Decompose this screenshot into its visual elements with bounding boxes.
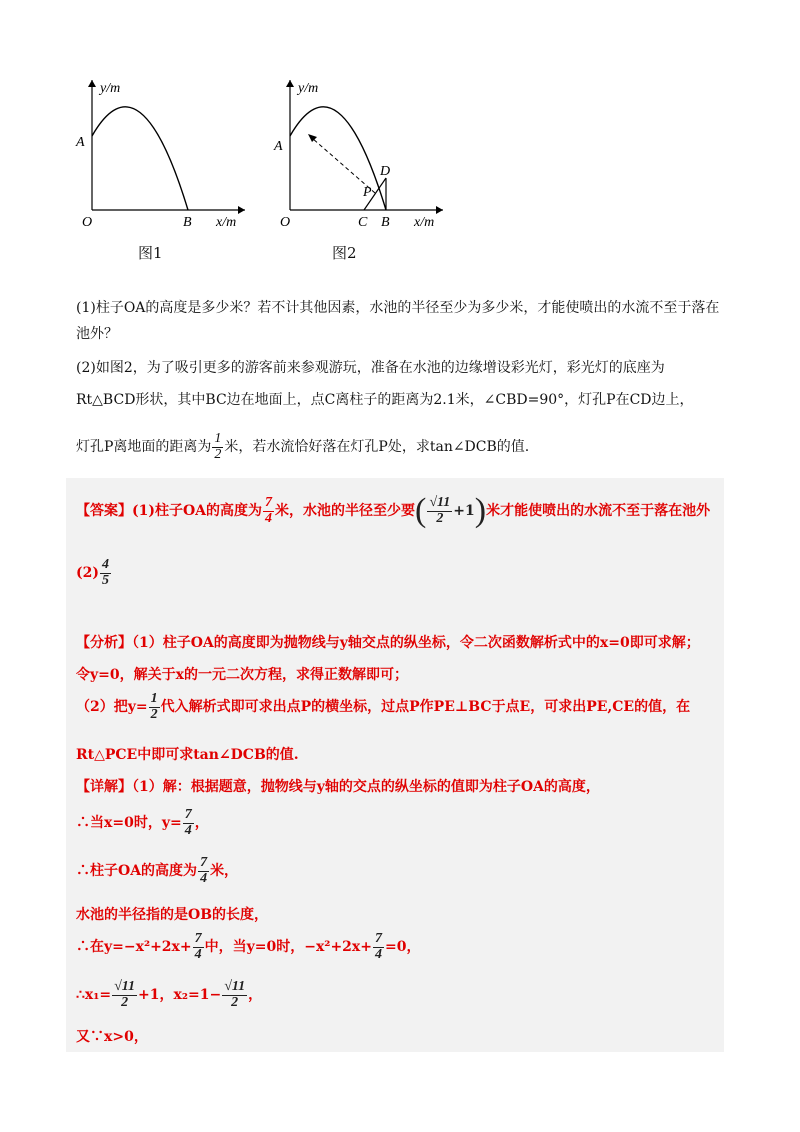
answer-1-middle: 米，水池的半径至少要 [275,503,416,519]
x-axis-label: x/m [216,215,237,230]
detail-line-2-end: ， [194,815,209,832]
fraction-denominator: 5 [102,572,109,588]
detail-line-7: 又∵x>0， [76,1029,148,1045]
detail-line-6-middle: +1，x₂=1− [138,987,222,1004]
fraction-numerator: √11 [114,979,136,994]
detail-line-5-fraction-2 [373,932,384,962]
question-1-line-2: 池外？ [76,326,118,342]
answer-1 [76,492,710,530]
point-a-label: A [274,139,283,154]
detail-line-5-start: ∴在y=−x²+2x+ [76,939,192,956]
detail-line-3-end: 米， [210,863,239,880]
detail-line-2-start: ∴当x=0时，y= [76,815,182,832]
analysis-line-2: 令y=0，解关于x的一元二次方程，求得正数解即可； [76,667,408,683]
left-paren: ( [415,492,427,529]
detail-line-3-fraction [198,856,209,886]
fraction-numerator: 1 [214,431,222,446]
fraction-one-half [212,432,223,462]
fraction-numerator: 1 [150,691,158,706]
fraction-denominator: 2 [231,994,239,1010]
question-2-line-3-end: 米，若水流恰好落在灯孔P处，求tan∠DCB的值. [224,439,530,456]
fraction-denominator: 4 [200,870,208,886]
detail-line-6-fraction-2 [222,980,247,1010]
point-p-label: P [363,185,372,200]
question-1-line-1: (1)柱子OA的高度是多少米？若不计其他因素，水池的半径至少为多少米，才能使喷出的水流不至于落在 [76,300,720,316]
answer-1-prefix: 【答案】(1)柱子OA的高度为 [76,503,263,519]
figure-2 [268,70,458,230]
question-2-line-1: (2)如图2，为了吸引更多的游客前来参观游玩，准备在水池的边缘增设彩光灯，彩光灯的底座为 [76,360,665,376]
detail-line-6 [76,980,262,1010]
detail-line-1: 【详解】（1）解：根据题意，抛物线与y轴的交点的纵坐标的值即为柱子OA的高度， [76,779,600,795]
answer-1-suffix: 米才能使喷出的水流不至于落在池外 [486,503,711,519]
analysis-line-4: Rt△PCE中即可求tan∠DCB的值. [76,747,299,763]
analysis-line-3-end: 代入解析式即可求出点P的横坐标，过点P作PE⊥BC于点E，可求出PE,CE的值，在 [160,699,691,716]
detail-line-6-end: ， [248,987,263,1004]
answer-1-fraction [263,496,274,526]
figure-2-graph [268,70,458,230]
figure-1 [70,70,260,230]
fraction-numerator: 7 [194,931,202,946]
detail-line-3 [76,856,238,886]
point-c-label: C [358,215,368,230]
analysis-line-1: 【分析】（1）柱子OA的高度即为抛物线与y轴交点的纵坐标，令二次函数解析式中的x=0即可求解； [76,635,700,651]
answer-1-radius-fraction [427,496,452,526]
fraction-denominator: 4 [375,946,382,962]
fraction-numerator: 7 [375,931,382,946]
analysis-line-3 [76,692,690,722]
right-paren: ) [474,492,487,529]
detail-line-5-end: =0， [385,939,421,956]
detail-line-2 [76,808,209,838]
fraction-numerator: √11 [224,979,246,994]
answer-panel [66,478,724,1052]
figure-2-caption: 图2 [332,244,357,262]
figure-1-graph [70,70,260,230]
fraction-denominator: 4 [184,822,192,838]
figure-1-caption: 图1 [138,244,163,262]
question-2-line-3 [76,432,529,462]
fraction-denominator: 2 [150,706,158,722]
analysis-fraction [149,692,160,722]
fraction-numerator: 7 [200,855,208,870]
answer-2-fraction [100,558,111,588]
answer-2 [76,558,112,588]
detail-line-5 [76,932,420,962]
point-b-label: B [183,215,192,230]
answer-2-prefix: (2) [76,565,99,582]
fraction-denominator: 2 [436,510,444,526]
question-2-line-2: Rt△BCD形状，其中BC边在地面上，点C离柱子的距离为2.1米，∠CBD=90°，灯孔P在CD边上， [76,392,694,408]
detail-line-4: 水池的半径指的是OB的长度， [76,907,269,923]
detail-line-3-start: ∴柱子OA的高度为 [76,863,198,880]
point-d-label: D [380,164,391,179]
point-b-label: B [381,215,390,230]
fraction-denominator: 2 [121,994,129,1010]
detail-line-5-fraction-1 [193,932,204,962]
fraction-denominator: 4 [265,510,273,526]
detail-line-5-middle: 中，当y=0时，−x²+2x+ [204,939,372,956]
detail-line-6-fraction-1 [112,980,137,1010]
answer-1-plus-one: +1 [453,503,475,519]
question-2-line-3-start: 灯孔P离地面的距离为 [76,439,212,456]
x-axis-label: x/m [414,215,435,230]
detail-line-6-start: ∴x₁= [76,987,112,1004]
detail-line-2-fraction [183,808,194,838]
fraction-numerator: 4 [102,557,109,572]
origin-label: O [280,215,291,230]
fraction-denominator: 4 [194,946,202,962]
fraction-numerator: 7 [265,494,273,510]
analysis-line-3-start: （2）把y= [76,699,148,716]
fraction-numerator: √11 [429,494,451,510]
y-axis-label: y/m [298,81,319,96]
fraction-numerator: 7 [184,807,192,822]
fraction-denominator: 2 [214,446,222,462]
origin-label: O [82,215,93,230]
point-a-label: A [76,135,85,150]
y-axis-label: y/m [100,81,121,96]
